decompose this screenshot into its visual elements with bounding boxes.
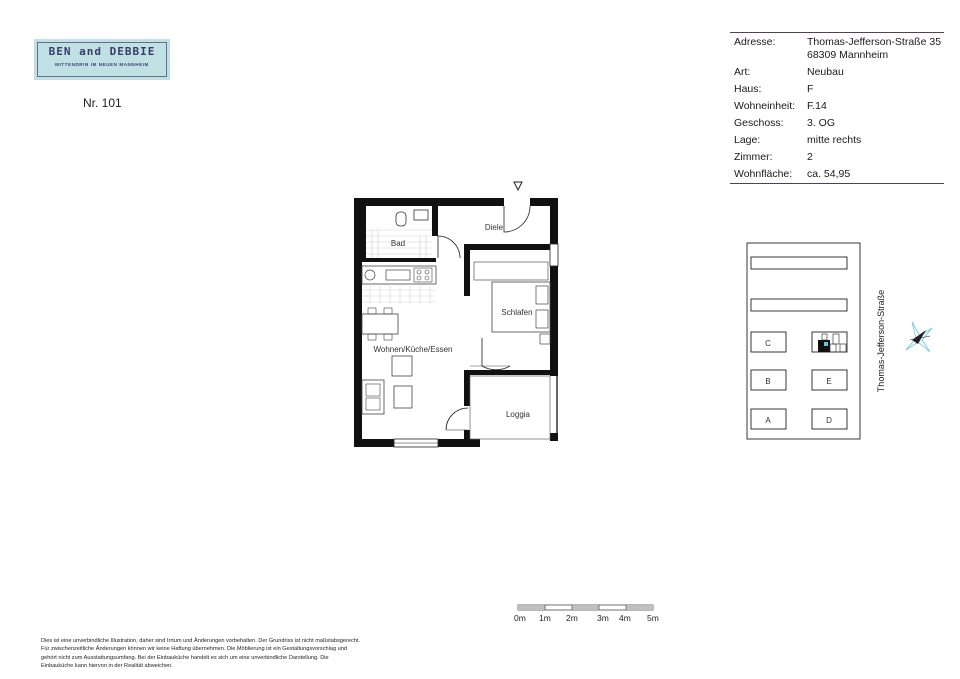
building-row bbox=[751, 257, 847, 269]
logo-title: BEN and DEBBIE bbox=[48, 45, 156, 58]
unit-highlight bbox=[824, 342, 828, 346]
building-label-d: D bbox=[826, 416, 832, 425]
scale-label: 2m bbox=[566, 613, 578, 623]
scale-label: 4m bbox=[619, 613, 631, 623]
toilet-icon bbox=[396, 212, 406, 226]
building-f bbox=[812, 332, 847, 352]
dining-table bbox=[362, 314, 398, 334]
scale-label: 0m bbox=[514, 613, 526, 623]
room-label-loggia: Loggia bbox=[505, 410, 531, 419]
info-label: Wohnfläche: bbox=[734, 168, 793, 180]
chair bbox=[368, 334, 376, 340]
info-value: F bbox=[807, 83, 814, 95]
nightstand bbox=[540, 334, 550, 344]
building-label-e: E bbox=[826, 377, 832, 386]
info-value: mitte rechts bbox=[807, 134, 862, 146]
entrance-marker-icon bbox=[514, 182, 522, 190]
sink-icon bbox=[414, 210, 428, 220]
wardrobe bbox=[474, 262, 548, 280]
kitchen-counter bbox=[362, 266, 436, 284]
room-label-bad: Bad bbox=[390, 239, 406, 248]
side-table bbox=[392, 356, 412, 376]
loggia-outline bbox=[470, 376, 550, 439]
building-label-a: A bbox=[765, 416, 771, 425]
info-label: Adresse: bbox=[734, 36, 776, 48]
chair bbox=[384, 334, 392, 340]
info-value: 2 bbox=[807, 151, 813, 163]
bed bbox=[492, 282, 550, 332]
info-value: 3. OG bbox=[807, 117, 836, 129]
info-label: Zimmer: bbox=[734, 151, 773, 163]
info-value: Neubau bbox=[807, 66, 844, 78]
sink-icon bbox=[365, 270, 375, 280]
info-label: Lage: bbox=[734, 134, 761, 146]
loggia-door bbox=[446, 408, 468, 430]
bathroom-walls bbox=[362, 206, 438, 262]
info-value: F.14 bbox=[807, 100, 827, 112]
street-label: Thomas-Jefferson-Straße bbox=[876, 289, 886, 393]
entrance-door bbox=[504, 206, 530, 232]
bath-door bbox=[438, 236, 460, 258]
scale-label: 3m bbox=[597, 613, 609, 623]
building-label-c: C bbox=[765, 339, 771, 348]
logo-subtitle: MITTENDRIN IM NEUEN MANNHEIM bbox=[55, 62, 149, 67]
unit-number: Nr. 101 bbox=[83, 96, 122, 110]
site-plan bbox=[747, 243, 886, 439]
coffee-table bbox=[394, 386, 412, 408]
entrance-opening bbox=[504, 198, 530, 206]
building-row bbox=[751, 299, 847, 311]
chair bbox=[368, 308, 376, 314]
scale-label: 1m bbox=[539, 613, 551, 623]
building-label-b: B bbox=[765, 377, 771, 386]
scale-label: 5m bbox=[647, 613, 659, 623]
info-label: Wohneinheit: bbox=[734, 100, 796, 112]
room-label-diele: Diele bbox=[484, 223, 504, 232]
info-label: Art: bbox=[734, 66, 751, 78]
site-boundary bbox=[747, 243, 860, 439]
disclaimer-text: Dies ist eine unverbindliche Illustration, daher sind Irrtum und Änderungen vorbehalten. Der Grundriss ist nicht maßstabsgerecht. Für zwischenzeitliche Änderungen können wir keine Haftung übernehmen. Die Möblierung ist ein Gestaltungsvorschlag und gehört nicht zum Ausstattungsumfang. Bei der Einbauküche handelt es sich um eine unverbindliche Darstellung. Die Einbauküche kann hiervon in der Realität abweichen. bbox=[41, 638, 361, 670]
info-label: Geschoss: bbox=[734, 117, 784, 129]
kitchen-sink-icon bbox=[386, 270, 410, 280]
info-value: ca. 54,95 bbox=[807, 168, 851, 180]
scale-bar bbox=[518, 605, 653, 610]
stove-icon bbox=[414, 268, 432, 282]
chair bbox=[384, 308, 392, 314]
room-label-wohnen: Wohnen/Küche/Essen bbox=[373, 345, 453, 354]
bedroom-door bbox=[482, 338, 510, 370]
north-arrow-icon bbox=[906, 322, 932, 352]
bedroom-window bbox=[550, 244, 558, 266]
pillow bbox=[536, 310, 548, 328]
pillow bbox=[536, 286, 548, 304]
room-label-schlafen: Schlafen bbox=[501, 308, 533, 317]
kitchen-tiles bbox=[362, 284, 436, 304]
sofa bbox=[362, 380, 384, 414]
info-value: Thomas-Jefferson-Straße 35 68309 Mannheim bbox=[807, 36, 942, 61]
info-label: Haus: bbox=[734, 83, 762, 95]
